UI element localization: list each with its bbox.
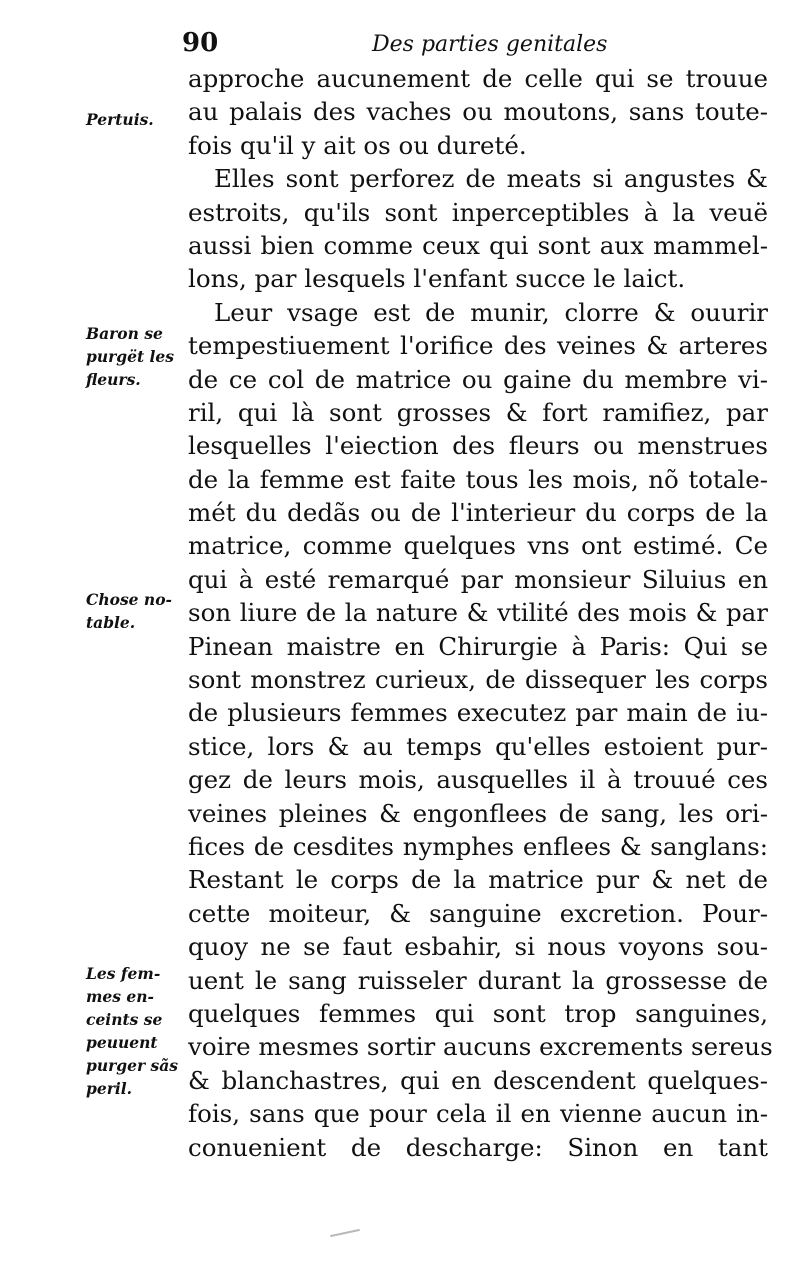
margin-note-line: peril. [86,1079,133,1098]
text-line: quoy ne se faut esbahir, si nous voyons sou- [188,932,768,962]
text-line: mét du dedãs ou de l'interieur du corps de la [188,498,768,528]
text-line: Leur vsage est de munir, clorre & ouurir [214,297,768,327]
margin-note-line: Chose no- [86,590,172,609]
running-title: Des parties genitales [372,32,608,57]
text-line: lesquelles l'eiection des fleurs ou menstrues [188,431,768,461]
text-line: au palais des vaches ou moutons, sans toute- [188,97,768,127]
text-line: son liure de la nature & vtilité des mois & par [188,598,768,628]
text-line: conuenient de descharge: Sinon en tant [188,1132,768,1162]
margin-note-line: fleurs. [86,370,141,389]
text-line: approche aucunement de celle qui se trouue [188,64,768,93]
margin-note-line: purger sãs [86,1056,179,1075]
margin-note-line: ceints se [86,1010,163,1029]
text-line: qui à esté remarqué par monsieur Siluius en [188,564,768,594]
text-line: de plusieurs femmes executez par main de iu- [188,698,768,728]
text-line: gez de leurs mois, ausquelles il à trouué ces [188,765,768,795]
body-text [188,62,773,1164]
text-line: estroits, qu'ils sont inperceptibles à la veuë [188,197,768,227]
text-line: de ce col de matrice ou gaine du membre vi- [188,364,768,394]
ink-smudge [330,1229,360,1237]
margin-note-line: mes en- [86,987,154,1006]
margin-note-line: Les fem- [86,964,161,983]
margin-note-baron [86,322,186,391]
margin-note-line: table. [86,613,136,632]
margin-note-line: purgët les [86,347,175,366]
text-line: aussi bien comme ceux qui sont aux mammel- [188,230,768,260]
text-line: sont monstrez curieux, de dissequer les corps [188,665,768,695]
text-line: uent le sang ruisseler durant la grossesse de [188,965,768,995]
text-line: Elles sont perforez de meats si angustes & [214,164,768,194]
text-line: voire mesmes sortir aucuns excrements sereus [188,1032,773,1062]
text-line: ril, qui là sont grosses & fort ramifiez, par [188,397,768,427]
text-line: stice, lors & au temps qu'elles estoient pur- [188,731,768,761]
text-line: fois qu'il y ait os ou dureté. [188,130,527,160]
text-line: veines pleines & engonflees de sang, les ori- [188,798,768,828]
text-line: lons, par lesquels l'enfant succe le laict. [188,264,686,294]
page-number: 90 [182,28,219,58]
text-line: cette moiteur, & sanguine excretion. Pour- [188,898,768,928]
text-line: fices de cesdites nymphes enflees & sanglans: [188,831,768,861]
text-line: fois, sans que pour cela il en vienne aucun in- [188,1099,768,1129]
text-line: de la femme est faite tous les mois, nõ totale- [188,464,768,494]
text-line: & blanchastres, qui en descendent quelques- [188,1065,768,1095]
text-line: Pinean maistre en Chirurgie à Paris: Qui se [188,631,768,661]
text-line: matrice, comme quelques vns ont estimé. Ce [188,531,768,561]
margin-note-line: Baron se [86,324,163,343]
text-line: Restant le corps de la matrice pur & net de [188,865,768,895]
margin-note-chose [86,588,186,634]
text-line: tempestiuement l'orifice des veines & arteres [188,331,768,361]
margin-note-pertuis [86,108,186,131]
margin-note-line: peuuent [86,1033,158,1052]
margin-note-femmes [86,962,186,1100]
margin-note-line: Pertuis. [86,110,154,129]
text-line: quelques femmes qui sont trop sanguines, [188,998,768,1028]
